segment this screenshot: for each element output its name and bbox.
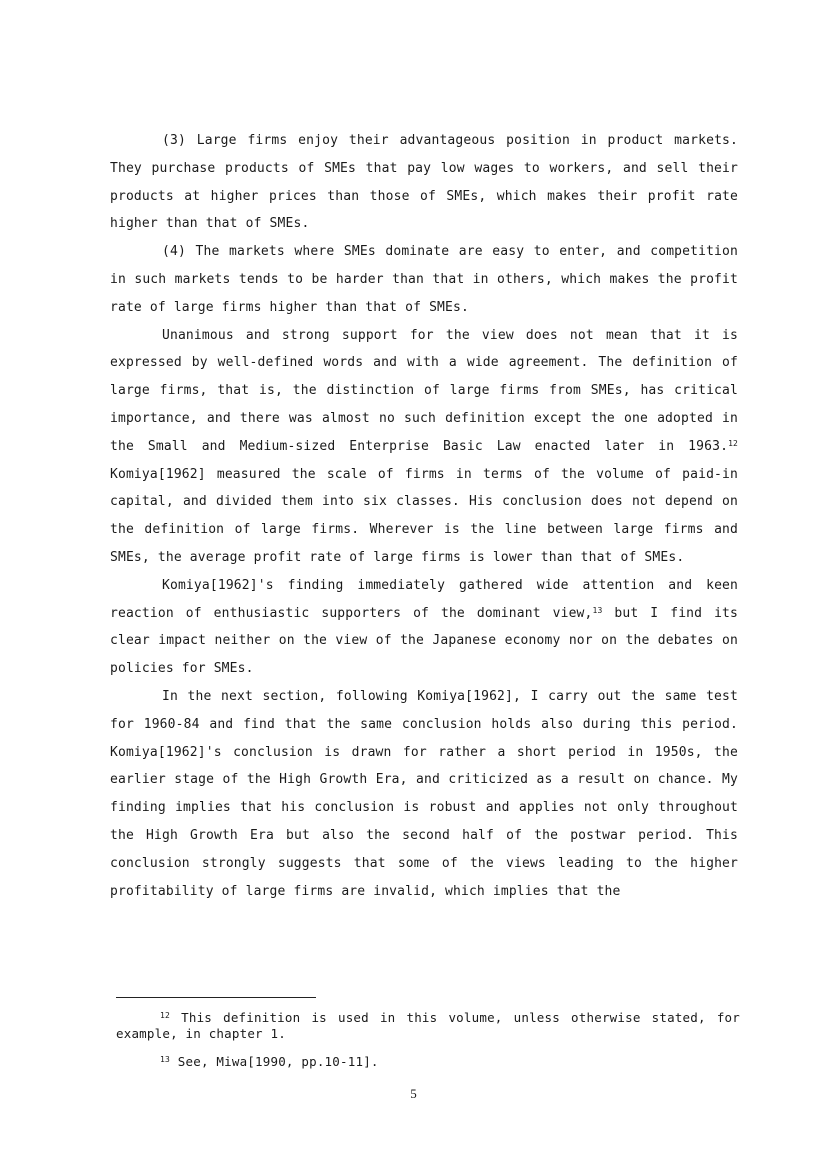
footnote-text: See, Miwa[1990, pp.10-11]. — [170, 1054, 379, 1069]
footnote-ref: 12 — [728, 438, 738, 448]
paragraph-next-section — [110, 683, 738, 905]
paragraph-text: In the next section, following Komiya[1962], I carry out the same test for 1960-84 and find that the same conclusion holds also during this period. Komiya[1962]'s conclusion is drawn for rather a short period in 1950s, the earlier stage of the High Growth Era, and criticized as a result on chance. My finding implies that his conclusion is robust and applies not only throughout the High Growth Era but also the second half of the postwar period. This conclusion strongly suggests that some of the views leading to the higher profitability of large firms are invalid, which implies that the — [110, 688, 738, 899]
footnote-mark: 13 — [160, 1055, 171, 1064]
footnote-divider — [116, 997, 316, 998]
footnote-ref: 13 — [592, 605, 603, 615]
footnote-text: This definition is used in this volume, unless otherwise stated, for example, in chapter 1. — [116, 1010, 740, 1041]
footnotes — [116, 1010, 740, 1082]
footnote-12 — [116, 1010, 740, 1042]
paragraph-text: Unanimous and strong support for the view does not mean that it is expressed by well-defined words and with a wide agreement. The definition of large firms, that is, the distinction of large firms from SMEs, has critical importance, and there was almost no such definition except the one adopted in the Small and Medium-sized Enterprise Basic Law enacted later in 1963. — [110, 327, 738, 454]
page-number: 5 — [410, 1086, 417, 1101]
body-text — [110, 127, 738, 905]
paragraph-text: Komiya[1962] measured the scale of firms in terms of the volume of paid-in capital, and divided them into six classes. His conclusion does not depend on the definition of large firms. Wherever is the line between large firms and SMEs, the average profit rate of large firms is lower than that of SMEs. — [110, 466, 738, 565]
paragraph-text: Komiya[1962]'s finding immediately gathered wide attention and keen reaction of enthusiastic supporters of the dominant view, — [110, 577, 738, 621]
paragraph-text: (4) The markets where SMEs dominate are easy to enter, and competition in such markets tends to be harder than that in others, which makes the profit rate of large firms higher than that of SMEs. — [110, 244, 738, 315]
footnote-mark: 12 — [160, 1011, 171, 1020]
paragraph-text: (3) Large firms enjoy their advantageous position in product markets. They purchase products of SMEs that pay low wages to workers, and sell their products at higher prices than those of SMEs, which makes their profit rate higher than that of SMEs. — [110, 133, 738, 232]
paragraph-definition — [110, 322, 738, 572]
paragraph-point-4 — [110, 238, 738, 321]
footnote-13 — [116, 1054, 740, 1070]
paragraph-komiya-finding — [110, 572, 738, 683]
paragraph-point-3 — [110, 127, 738, 238]
paragraph-text: but I find its clear impact neither on the view of the Japanese economy nor on the debates on policies for SMEs. — [110, 605, 739, 677]
